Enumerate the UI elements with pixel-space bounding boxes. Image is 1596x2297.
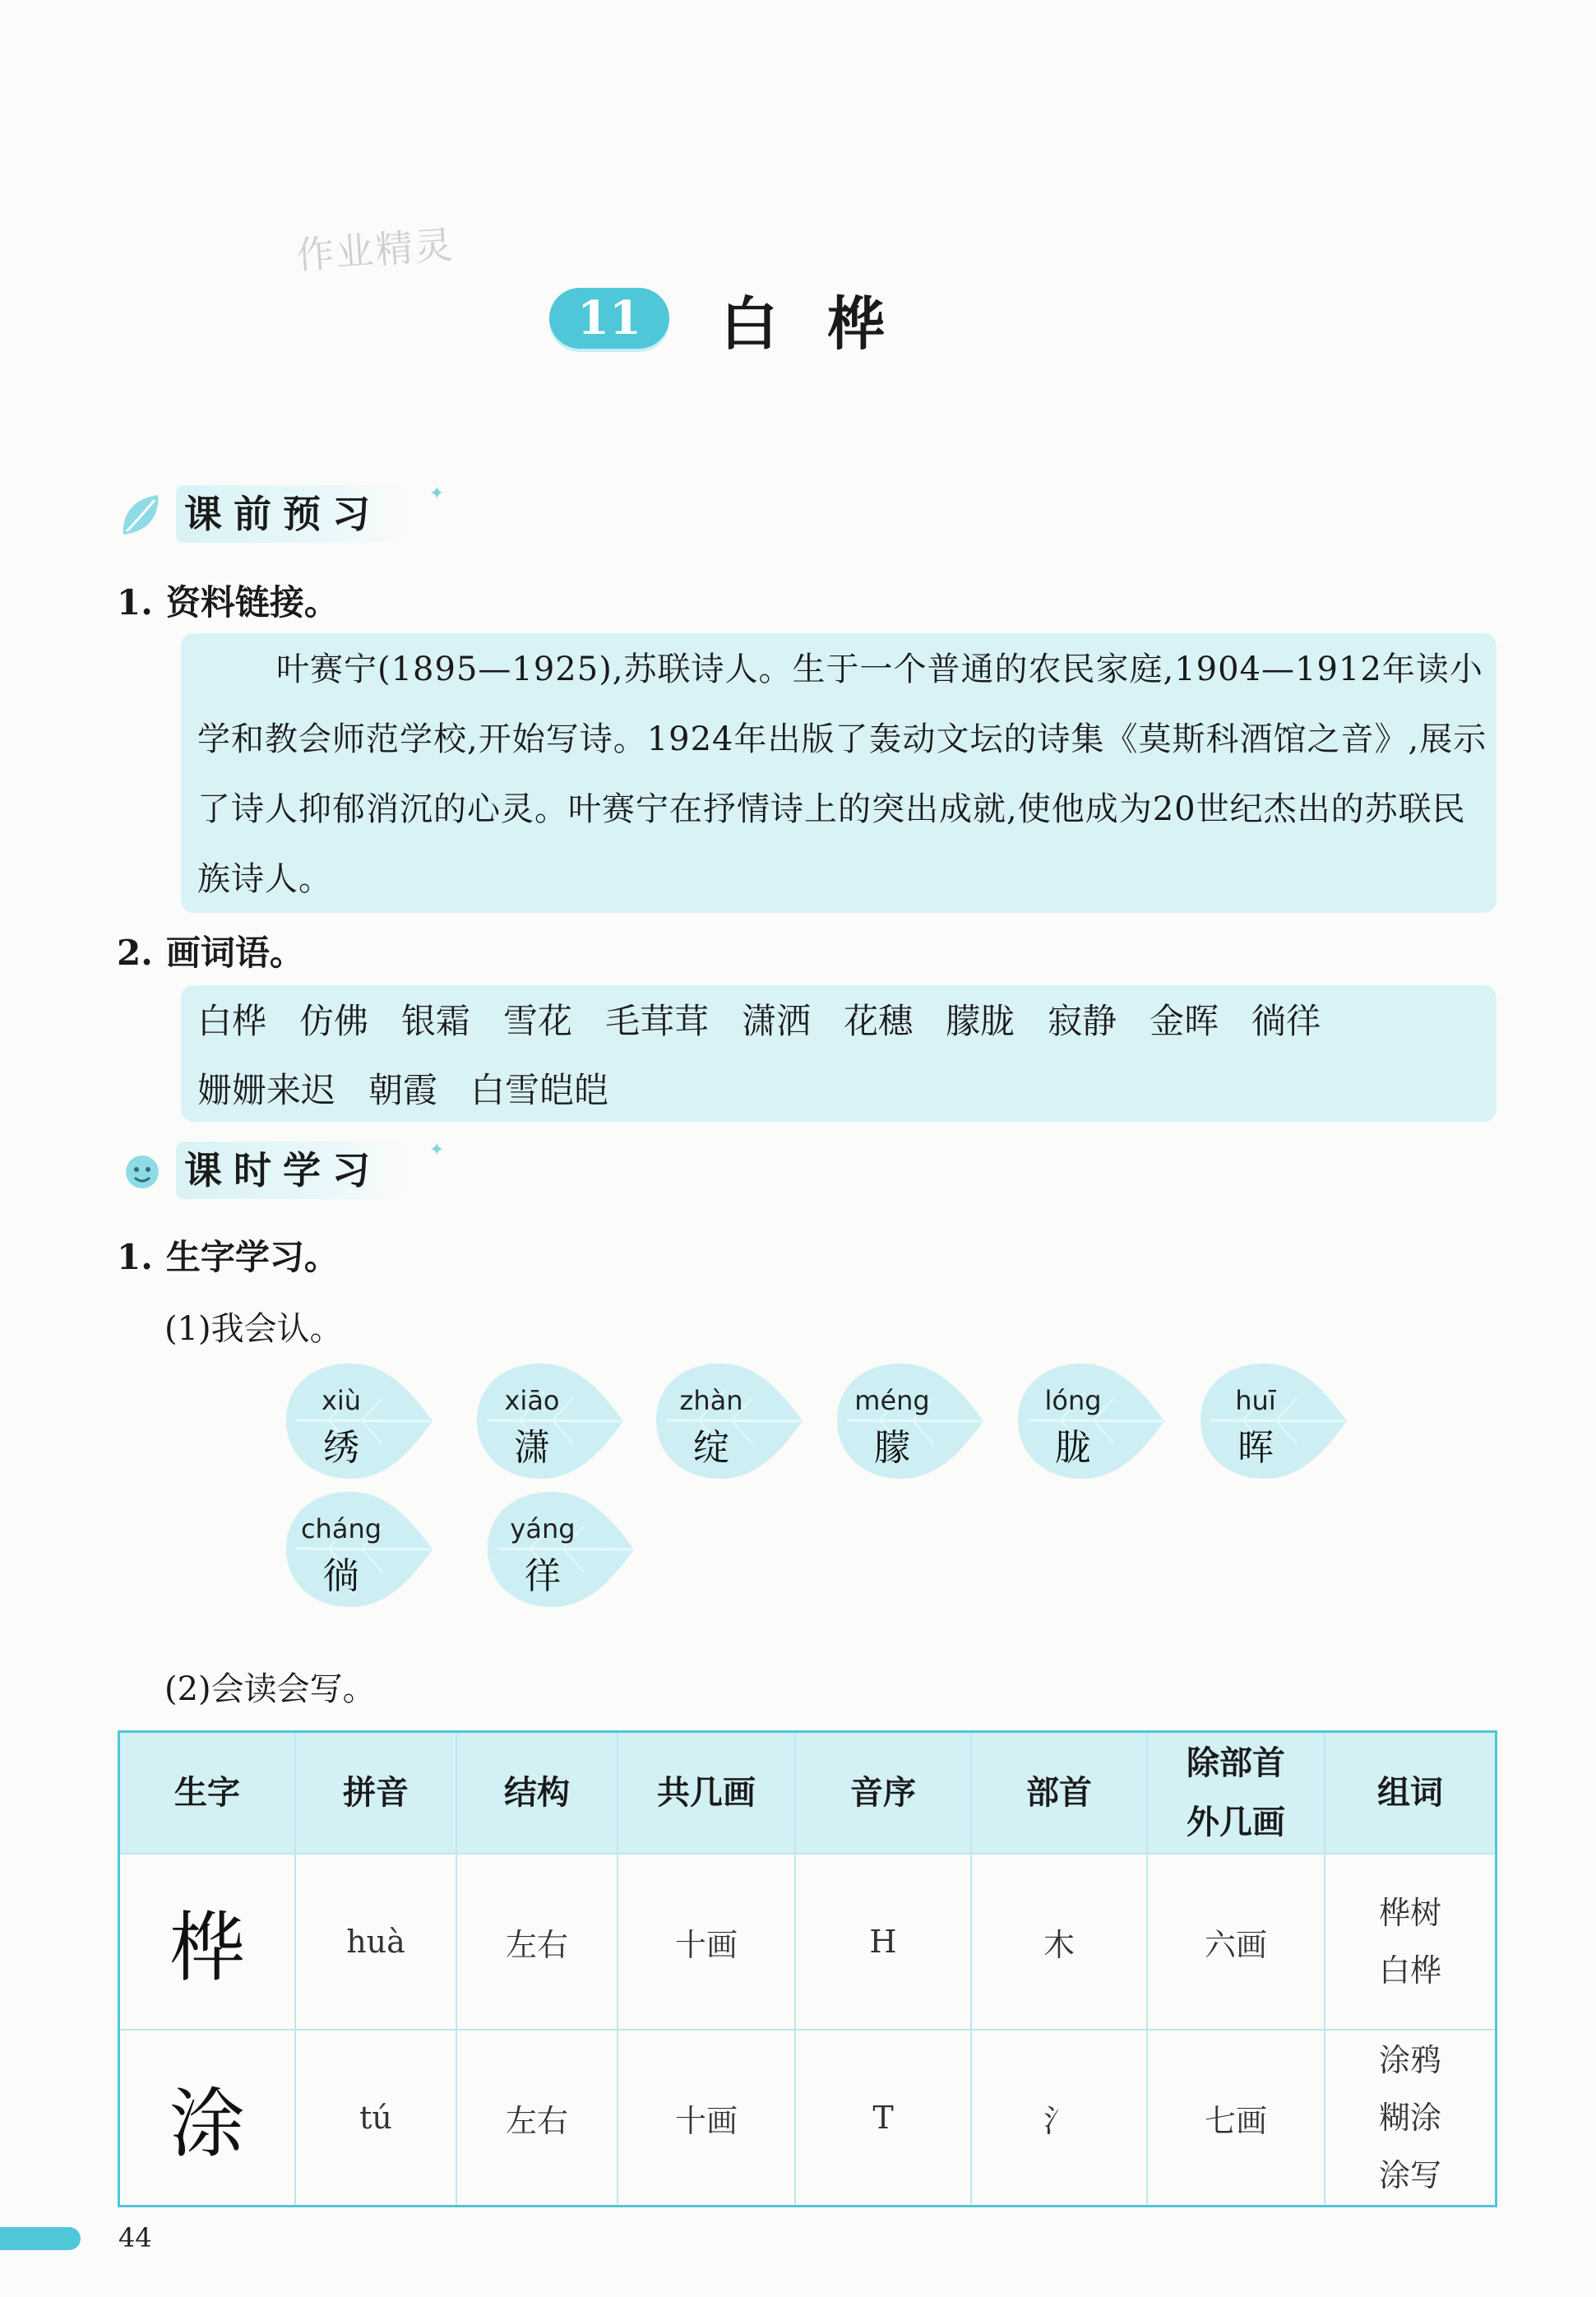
word-item: 毛茸茸 bbox=[605, 1001, 710, 1041]
cell-structure: 左右 bbox=[456, 2030, 618, 2207]
leaf-pinyin: huī bbox=[1235, 1385, 1276, 1416]
header-rest-line2: 外几画 bbox=[1187, 1804, 1285, 1841]
header-rest-strokes bbox=[1147, 1732, 1325, 1855]
leaf-pinyin: xiāo bbox=[504, 1385, 560, 1416]
section-label: 课前预习 bbox=[176, 485, 405, 543]
leaf-pinyin: xiù bbox=[321, 1385, 362, 1416]
question-text: 生字学习。 bbox=[165, 1237, 339, 1277]
leaf-character: 绽 bbox=[693, 1427, 729, 1469]
section-header-preview bbox=[117, 484, 462, 549]
word-list bbox=[197, 987, 1480, 1125]
word-item: 白桦 bbox=[1378, 1952, 1441, 1989]
header-char: 生字 bbox=[119, 1732, 296, 1855]
question-number: 1. bbox=[117, 582, 153, 623]
header-pinyin: 拼音 bbox=[295, 1732, 456, 1855]
character-table bbox=[118, 1730, 1497, 2207]
leaf-card bbox=[650, 1359, 806, 1482]
lesson-title: 白桦 bbox=[720, 289, 934, 358]
leaf-decoration-icon bbox=[117, 490, 168, 541]
question-number: 2. bbox=[117, 933, 153, 973]
leaf-character: 徉 bbox=[525, 1555, 561, 1597]
leaf-character: 徜 bbox=[323, 1555, 359, 1597]
star-icon: ✦ bbox=[429, 484, 445, 504]
leaf-pinyin: lóng bbox=[1044, 1385, 1102, 1416]
header-rest-line1: 除部首 bbox=[1187, 1744, 1285, 1782]
leaf-card bbox=[280, 1359, 436, 1482]
cell-words bbox=[1325, 1854, 1497, 2030]
leaf-pinyin: yáng bbox=[510, 1513, 576, 1544]
word-item: 白桦 bbox=[197, 1001, 267, 1041]
cell-structure: 左右 bbox=[456, 1854, 618, 2030]
star-icon: ✦ bbox=[429, 1140, 445, 1160]
question-1-study bbox=[117, 1230, 339, 1280]
word-item: 雪花 bbox=[503, 1001, 573, 1041]
word-item: 涂鸦 bbox=[1378, 2042, 1441, 2078]
word-item: 徜徉 bbox=[1251, 1001, 1321, 1041]
sub-question-2: (2)会读会写。 bbox=[164, 1670, 376, 1708]
question-number: 1. bbox=[117, 1237, 153, 1277]
header-radical: 部首 bbox=[971, 1732, 1147, 1855]
cell-order: T bbox=[795, 2030, 971, 2207]
watermark-logo: 作业精灵 bbox=[294, 222, 456, 278]
header-strokes: 共几画 bbox=[618, 1732, 795, 1855]
cell-radical: 氵 bbox=[971, 2030, 1147, 2207]
leaf-card bbox=[1194, 1359, 1350, 1482]
page-tab-decoration bbox=[0, 2227, 81, 2250]
word-item: 桦树 bbox=[1378, 1895, 1441, 1931]
question-2-preview bbox=[117, 926, 304, 975]
leaf-character: 朦 bbox=[874, 1427, 910, 1469]
header-order: 音序 bbox=[795, 1732, 971, 1855]
leaf-card bbox=[830, 1359, 987, 1482]
word-item: 朝霞 bbox=[368, 1070, 438, 1110]
word-item: 涂写 bbox=[1378, 2157, 1441, 2193]
cell-words bbox=[1325, 2030, 1497, 2207]
sub-question-1: (1)我会认。 bbox=[164, 1310, 343, 1348]
cell-rest: 七画 bbox=[1147, 2030, 1325, 2207]
sun-decoration-icon bbox=[117, 1146, 168, 1197]
word-item: 金晖 bbox=[1150, 1001, 1219, 1041]
word-item: 朦胧 bbox=[946, 1001, 1015, 1041]
section-header-study bbox=[117, 1140, 462, 1206]
cell-rest: 六画 bbox=[1147, 1854, 1325, 2030]
cell-strokes: 十画 bbox=[618, 2030, 795, 2207]
word-item: 仿佛 bbox=[299, 1001, 369, 1041]
cell-radical: 木 bbox=[971, 1854, 1147, 2030]
table-row bbox=[119, 2030, 1497, 2207]
word-item: 银霜 bbox=[401, 1001, 471, 1041]
word-item: 花穗 bbox=[844, 1001, 914, 1041]
info-paragraph: 叶赛宁(1895—1925),苏联诗人。生于一个普通的农民家庭,1904—1912年读小学和教会师范学校,开始写诗。1924年出版了轰动文坛的诗集《莫斯科酒馆之音》,展示了诗人抑郁消沉的心灵。叶赛宁在抒情诗上的突出成就,使他成为20世纪杰出的苏联民族诗人。 bbox=[197, 651, 1487, 898]
word-item: 糊涂 bbox=[1378, 2100, 1441, 2136]
question-1-preview bbox=[117, 576, 339, 625]
header-structure: 结构 bbox=[456, 1732, 618, 1855]
leaf-character: 绣 bbox=[323, 1427, 359, 1469]
word-item: 白雪皑皑 bbox=[470, 1070, 609, 1110]
cell-pinyin: huà bbox=[295, 1854, 456, 2030]
table-row bbox=[119, 1854, 1497, 2030]
table-header-row bbox=[119, 1732, 1497, 1855]
leaf-card bbox=[481, 1487, 637, 1610]
cell-strokes: 十画 bbox=[618, 1854, 795, 2030]
leaf-pinyin: zhàn bbox=[679, 1385, 743, 1416]
leaf-character: 胧 bbox=[1055, 1427, 1091, 1469]
question-text: 资料链接。 bbox=[165, 582, 339, 623]
leaf-card bbox=[1011, 1359, 1168, 1482]
leaf-character: 潇 bbox=[514, 1427, 550, 1469]
word-item: 潇洒 bbox=[742, 1001, 812, 1041]
section-label: 课时学习 bbox=[176, 1142, 405, 1199]
word-item: 姗姗来迟 bbox=[197, 1070, 336, 1110]
question-text: 画词语。 bbox=[165, 933, 304, 973]
header-words: 组词 bbox=[1325, 1732, 1497, 1855]
cell-pinyin: tú bbox=[295, 2030, 456, 2207]
page-number: 44 bbox=[118, 2222, 152, 2253]
leaf-card bbox=[470, 1359, 627, 1482]
word-item: 寂静 bbox=[1048, 1001, 1117, 1041]
cell-order: H bbox=[795, 1854, 971, 2030]
leaf-character: 晖 bbox=[1237, 1427, 1274, 1469]
lesson-number-badge: 11 bbox=[549, 288, 669, 349]
leaf-card bbox=[280, 1487, 436, 1610]
cell-char: 桦 bbox=[119, 1854, 296, 2030]
leaf-pinyin: cháng bbox=[300, 1513, 382, 1544]
leaf-pinyin: méng bbox=[854, 1385, 930, 1416]
cell-char: 涂 bbox=[119, 2030, 296, 2207]
